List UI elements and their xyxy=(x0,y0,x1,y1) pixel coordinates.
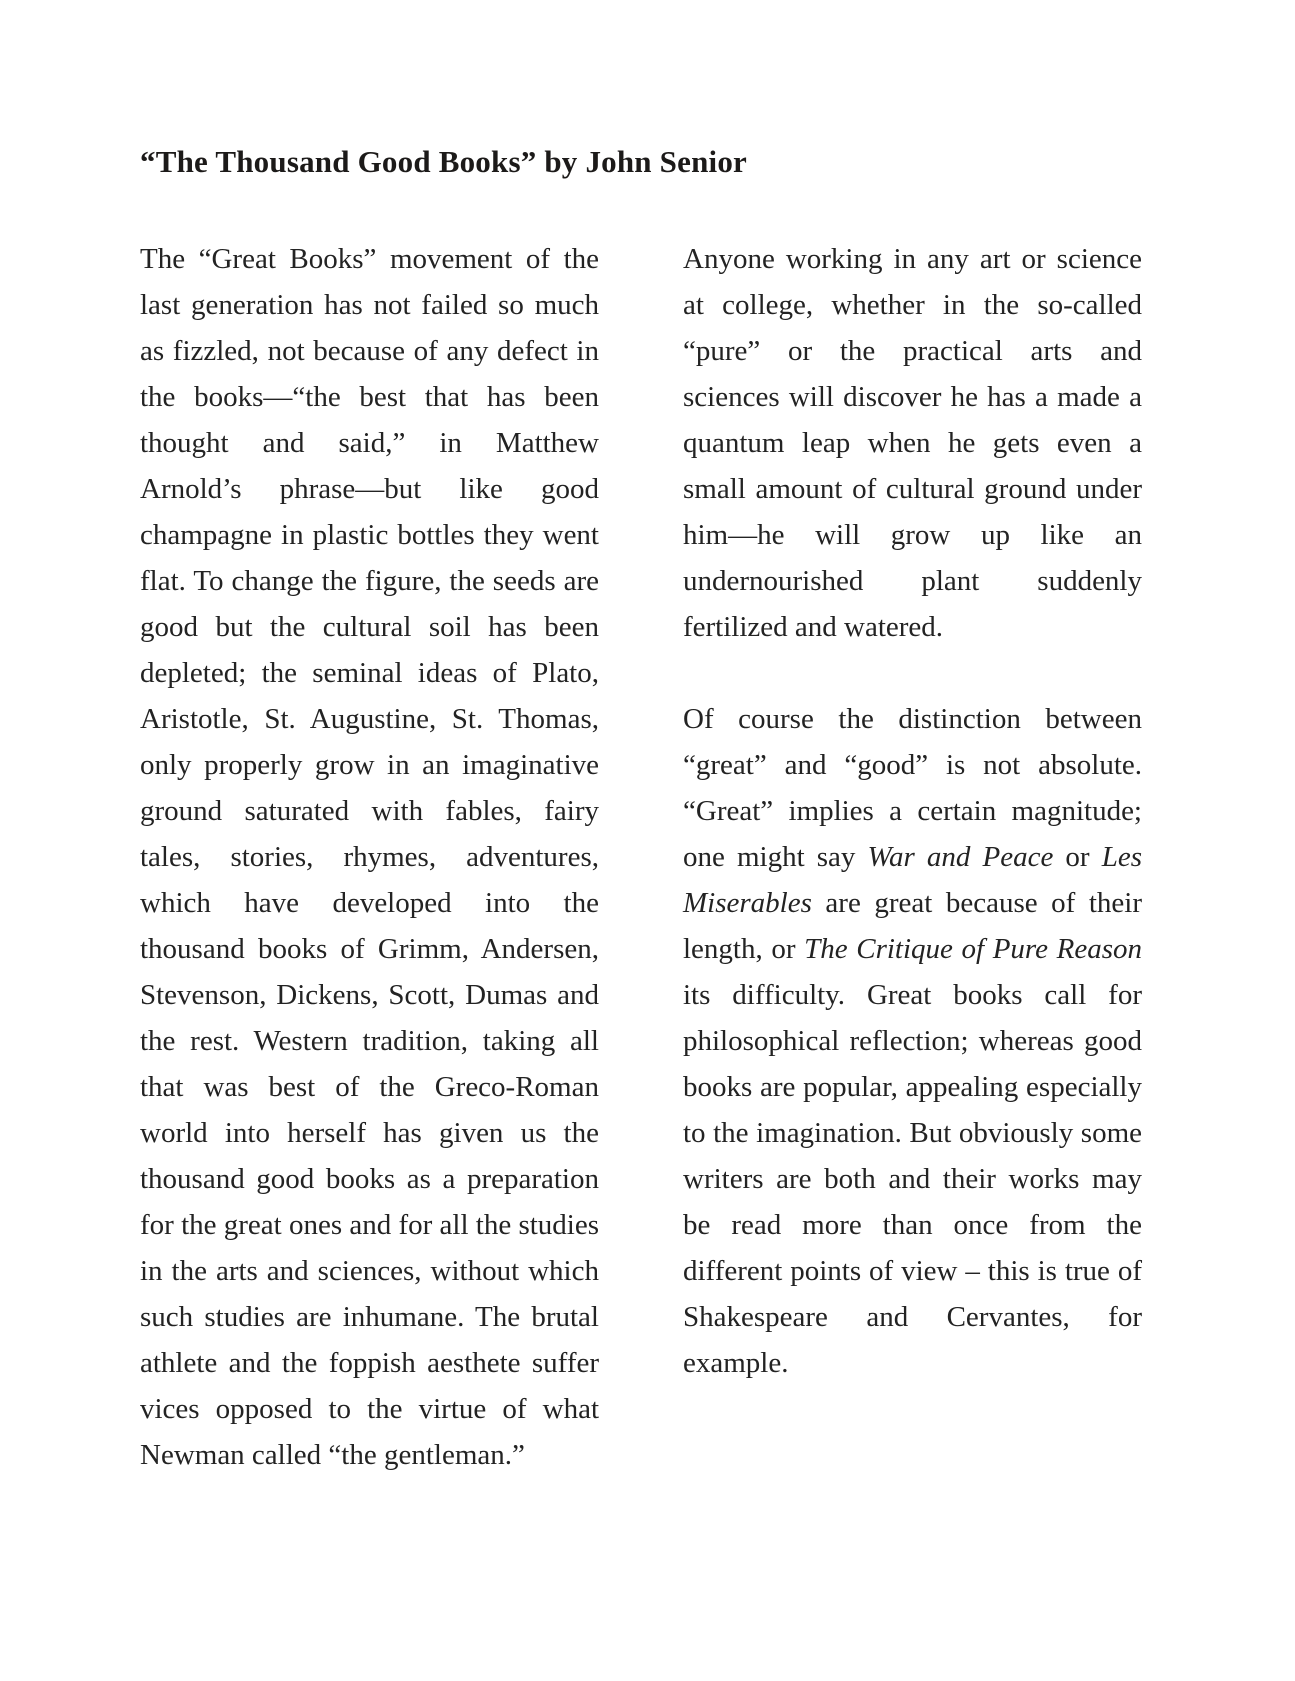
book-title-italic: Les Miserables xyxy=(683,841,1142,919)
paragraph xyxy=(140,236,599,1478)
text-run: or xyxy=(1053,841,1102,873)
left-column xyxy=(140,236,599,1478)
text-run: are great because of their length, or xyxy=(683,887,1142,965)
text-run: its difficulty. Great books call for philosophical reflection; whereas good books are popular, appealing especially to the imagination. But obviously some writers are both and their works may be read more than once from the different points of view – this is true of Shakespeare and Cervantes, for example. xyxy=(683,979,1142,1379)
right-column xyxy=(683,236,1142,1478)
book-title-italic: War and Peace xyxy=(867,841,1054,873)
text-run: Of course the distinction between “great” and “good” is not absolute. “Great” implies a certain magnitude; one might say xyxy=(683,703,1142,873)
text-run: Anyone working in any art or science at college, whether in the so-called “pure” or the practical arts and sciences will discover he has a made a quantum leap when he gets even a small amount of cultural ground under him—he will grow up like an undernourished plant suddenly fertilized and watered. xyxy=(683,243,1142,643)
paragraph xyxy=(683,696,1142,1386)
two-column-layout xyxy=(140,236,1142,1478)
book-title-italic: The Critique of Pure Reason xyxy=(804,933,1142,965)
text-run: The “Great Books” movement of the last generation has not failed so much as fizzled, not because of any defect in the books—“the best that has been thought and said,” in Matthew Arnold’s phrase—but like good champagne in plastic bottles they went flat. To change the figure, the seeds are good but the cultural soil has been depleted; the seminal ideas of Plato, Aristotle, St. Augustine, St. Thomas, only properly grow in an imaginative ground saturated with fables, fairy tales, stories, rhymes, adventures, which have developed into the thousand books of Grimm, Andersen, Stevenson, Dickens, Scott, Dumas and the rest. Western tradition, taking all that was best of the Greco-Roman world into herself has given us the thousand good books as a preparation for the great ones and for all the studies in the arts and sciences, without which such studies are inhumane. The brutal athlete and the foppish aesthete suffer vices opposed to the virtue of what Newman called “the gentleman.” xyxy=(140,243,600,1471)
paragraph xyxy=(683,236,1142,650)
document-title: “The Thousand Good Books” by John Senior xyxy=(140,144,747,179)
